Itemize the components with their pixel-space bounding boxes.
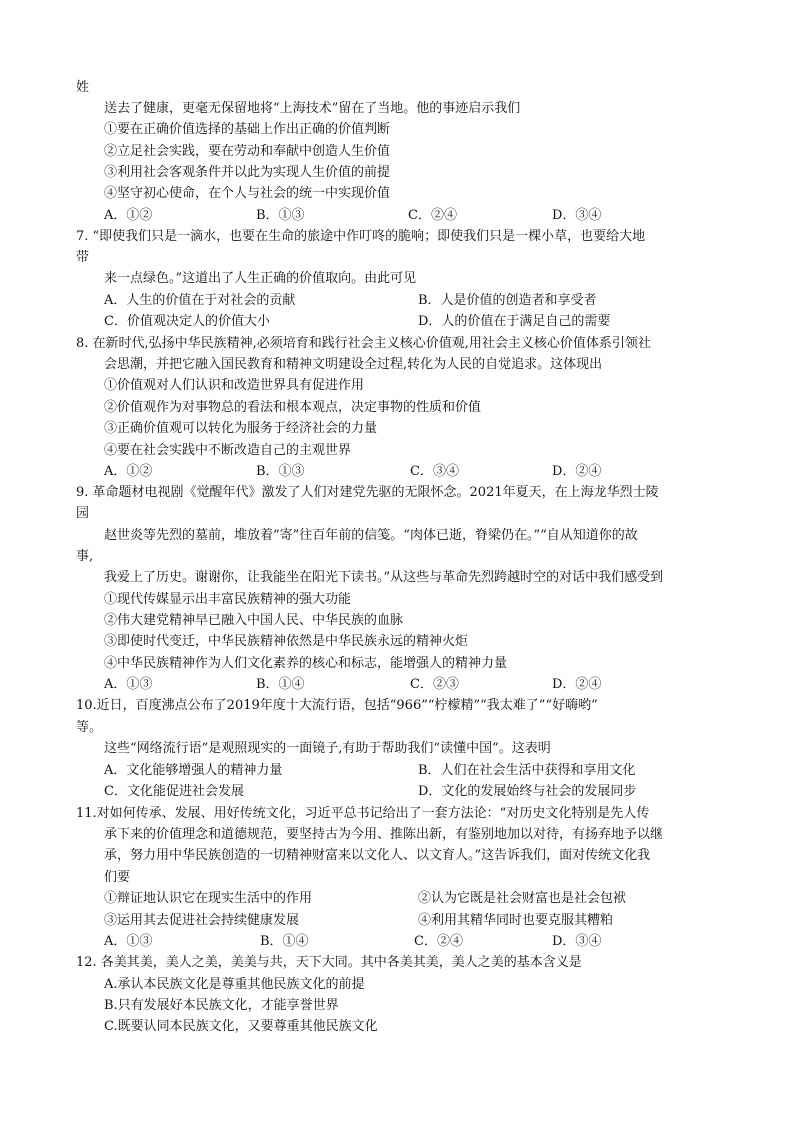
statement-item: ①辩证地认识它在现实生活中的作用 bbox=[104, 891, 313, 906]
answer-option: A．人生的价值在于对社会的贡献 bbox=[104, 293, 296, 308]
answer-option: B．①④ bbox=[260, 934, 309, 949]
answer-option: A．①③ bbox=[104, 677, 153, 692]
answer-option: B．①④ bbox=[256, 677, 305, 692]
text-line: 事, bbox=[76, 549, 94, 564]
answer-option: B．①③ bbox=[256, 464, 305, 479]
statement-item: ④坚守初心使命，在个人与社会的统一中实现价值 bbox=[104, 186, 391, 201]
answer-option: C．②④ bbox=[408, 208, 457, 223]
statement-item: ③即使时代变迁，中华民族精神依然是中华民族永远的精神火炬 bbox=[104, 634, 469, 649]
answer-option: D．③④ bbox=[552, 208, 602, 223]
answer-option: A．①③ bbox=[104, 934, 153, 949]
statement-item: ②价值观作为对事物总的看法和根本观点，决定事物的性质和价值 bbox=[104, 400, 482, 415]
answer-option: C．文化能促进社会发展 bbox=[104, 784, 244, 799]
statement-item: ①价值观对人们认识和改造世界具有促进作用 bbox=[104, 378, 365, 393]
statement-item: ①要在正确价值选择的基础上作出正确的价值判断 bbox=[104, 122, 391, 137]
statement-item: ②认为它既是社会财富也是社会包袱 bbox=[418, 891, 627, 906]
answer-option: D．文化的发展始终与社会的发展同步 bbox=[418, 784, 637, 799]
answer-option: C．价值观决定人的价值大小 bbox=[104, 314, 270, 329]
text-line: 承，努力用中华民族创造的一切精神财富来以文化人、以文育人。”这告诉我们，面对传统文化我 bbox=[104, 848, 651, 863]
question-7: 7. “即使我们只是一滴水，也要在生命的旅途中作叮咚的脆响；即使我们只是一棵小草，也要给大地 bbox=[76, 229, 646, 244]
statement-item: ③利用社会客观条件并以此为实现人生价值的前提 bbox=[104, 165, 391, 180]
answer-option: B．人们在社会生活中获得和享用文化 bbox=[418, 763, 636, 778]
statement-item: ②伟大建党精神早已融入中国人民、中华民族的血脉 bbox=[104, 613, 404, 628]
statement-item: ④中华民族精神作为人们文化素养的核心和标志，能增强人的精神力量 bbox=[104, 656, 508, 671]
answer-option: C．②④ bbox=[414, 934, 463, 949]
statement-item: ④利用其精华同时也要克服其糟粕 bbox=[418, 913, 614, 928]
question-11: 11.对如何传承、发展、用好传统文化，习近平总书记给出了一套方法论：“对历史文化特别是先人传 bbox=[76, 806, 650, 821]
answer-option: A．①② bbox=[104, 208, 153, 223]
answer-option: B．人是价值的创造者和享受者 bbox=[418, 293, 597, 308]
statement-item: ④要在社会实践中不断改造自己的主观世界 bbox=[104, 443, 352, 458]
text-line: 带 bbox=[76, 250, 90, 265]
answer-option: C．②③ bbox=[410, 677, 459, 692]
text-line: 来一点绿色。”这道出了人生正确的价值取向。由此可见 bbox=[104, 271, 417, 286]
answer-option: D．②④ bbox=[552, 677, 602, 692]
question-8: 8. 在新时代,弘扬中华民族精神,必须培育和践行社会主义核心价值观,用社会主义核心价值体系引领社 bbox=[76, 336, 651, 351]
statement-item: ②立足社会实践，要在劳动和奉献中创造人生价值 bbox=[104, 144, 391, 159]
text-line: 会思潮，并把它融入国民教育和精神文明建设全过程,转化为人民的自觉追求。这体现出 bbox=[104, 357, 603, 372]
answer-option: B．①③ bbox=[256, 208, 305, 223]
question-12: 12. 各美其美，美人之美，美美与共，天下大同。其中各美其美，美人之美的基本含义是 bbox=[76, 955, 582, 970]
answer-option: C.既要认同本民族文化，又要尊重其他民族文化 bbox=[104, 1019, 378, 1034]
answer-option: A．文化能够增强人的精神力量 bbox=[104, 763, 283, 778]
answer-option: D．②④ bbox=[552, 464, 602, 479]
text-line: 我爱上了历史。谢谢你，让我能坐在阳光下读书。”从这些与革命先烈跨越时空的对话中我们感受到 bbox=[104, 570, 664, 585]
text-line: 姓 bbox=[76, 80, 90, 95]
answer-option: B.只有发展好本民族文化，才能享誉世界 bbox=[104, 998, 339, 1013]
text-line: 承下来的价值理念和道德规范，要坚持古为今用、推陈出新，有鉴别地加以对待，有扬弃地予以继 bbox=[104, 827, 664, 842]
text-line: 赵世炎等先烈的墓前，堆放着“寄”往百年前的信笺。“肉体已逝，脊梁仍在。”“自从知道你的故 bbox=[104, 528, 638, 543]
question-9: 9. 革命题材电视剧《觉醒年代》激发了人们对建党先驱的无限怀念。2021年夏天，在上海龙华烈士陵 bbox=[76, 485, 659, 500]
statement-item: ①现代传媒显示出丰富民族精神的强大功能 bbox=[104, 592, 352, 607]
text-line: 们要 bbox=[104, 870, 131, 885]
text-line: 园 bbox=[76, 506, 90, 521]
answer-option: C．③④ bbox=[410, 464, 459, 479]
statement-item: ③正确价值观可以转化为服务于经济社会的力量 bbox=[104, 421, 378, 436]
answer-option: D．人的价值在于满足自己的需要 bbox=[418, 314, 611, 329]
question-10: 10.近日，百度沸点公布了2019年度十大流行语，包括“966”“柠檬精”“我太难了”“好嗨哟” bbox=[76, 698, 598, 713]
answer-option: A．①② bbox=[104, 464, 153, 479]
text-line: 送去了健康，更毫无保留地将“上海技术”留在了当地。他的事迹启示我们 bbox=[104, 101, 521, 116]
answer-option: D．③④ bbox=[552, 934, 602, 949]
answer-option: A.承认本民族文化是尊重其他民族文化的前提 bbox=[104, 977, 365, 992]
text-line: 这些“网络流行语”是观照现实的一面镜子,有助于帮助我们“读懂中国”。这表明 bbox=[104, 741, 551, 756]
statement-item: ③运用其去促进社会持续健康发展 bbox=[104, 913, 300, 928]
text-line: 等。 bbox=[76, 720, 103, 735]
